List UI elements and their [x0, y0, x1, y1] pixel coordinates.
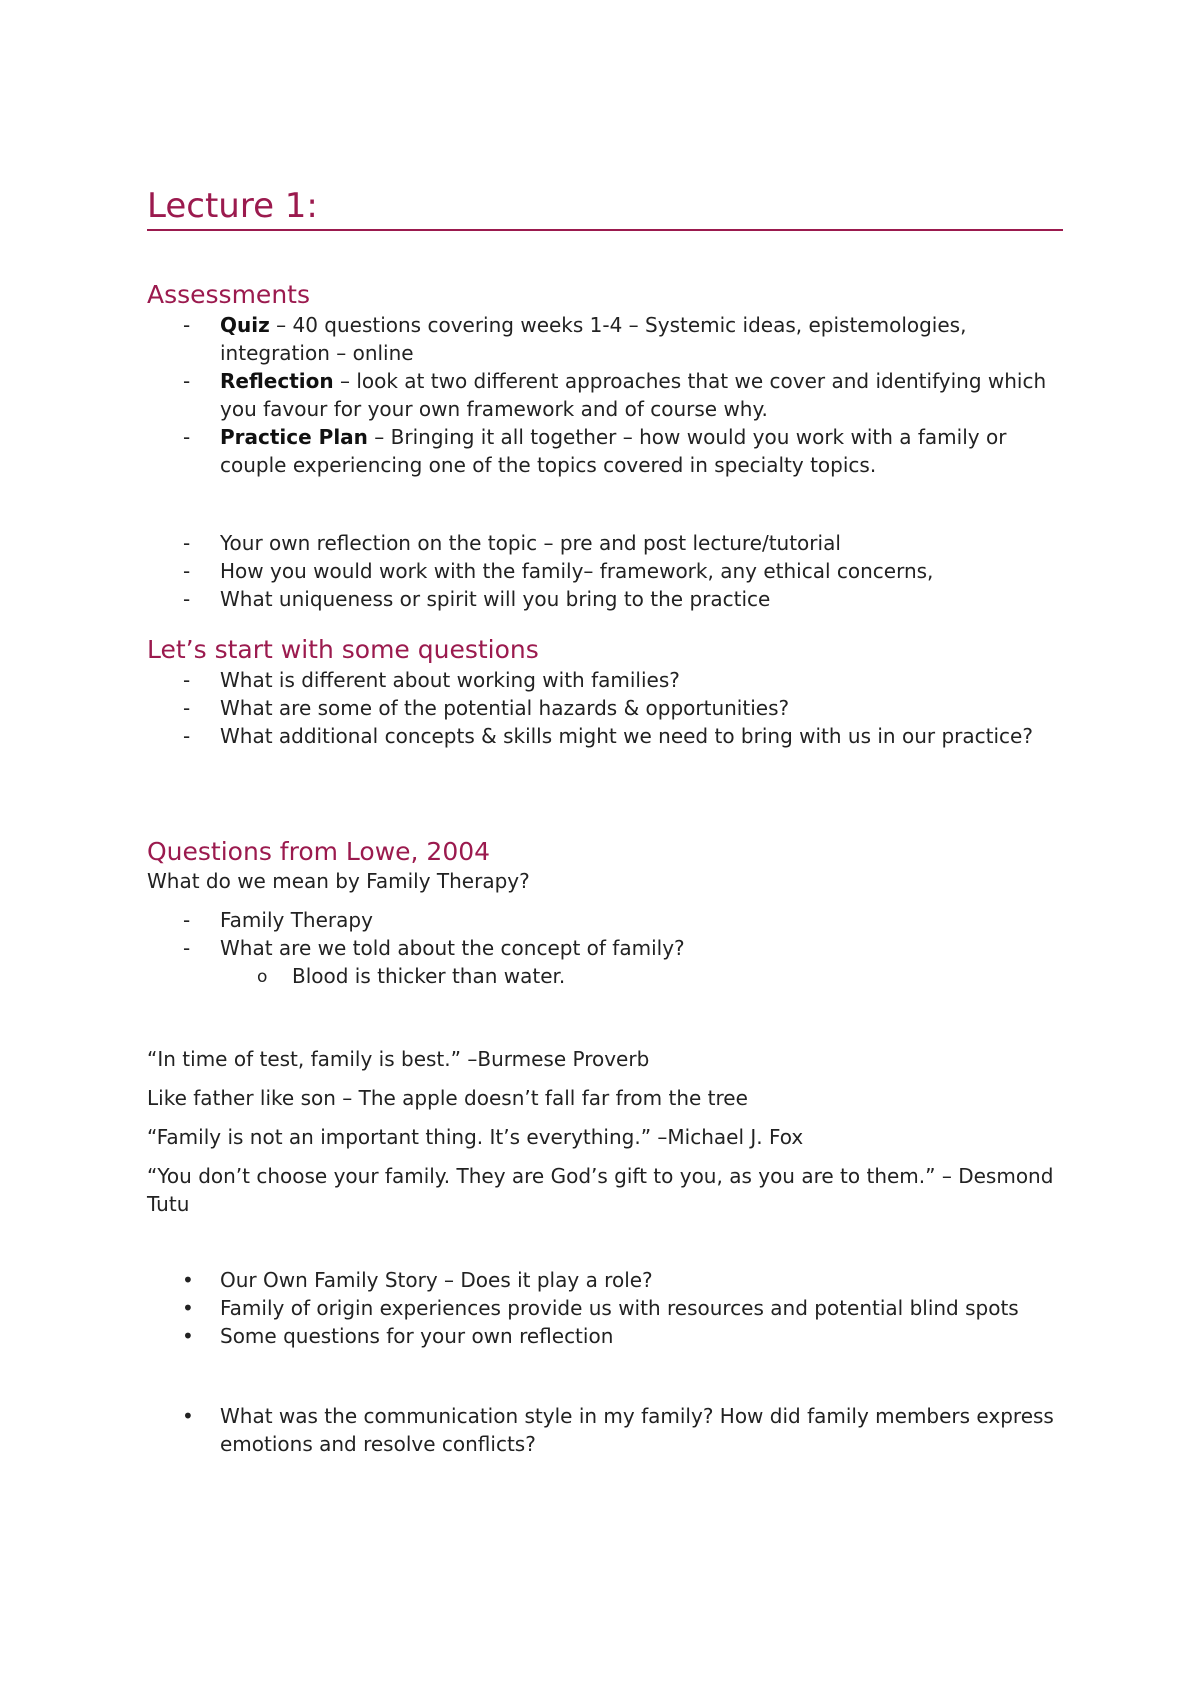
- dash-marker: -: [183, 587, 191, 611]
- quote: “In time of test, family is best.” –Burmese Proverb: [147, 1047, 650, 1071]
- lowe-intro: What do we mean by Family Therapy?: [147, 869, 530, 893]
- bullet-icon: •: [182, 1324, 194, 1348]
- page-title: Lecture 1:: [147, 186, 318, 226]
- dash-marker: -: [183, 668, 191, 692]
- list-item: [147, 694, 1063, 722]
- list-item: [147, 367, 1063, 423]
- bullet-list: [147, 1266, 1063, 1350]
- title-underline: [147, 229, 1063, 231]
- quote: “Family is not an important thing. It’s everything.” –Michael J. Fox: [147, 1125, 804, 1149]
- item-text: Family of origin experiences provide us with resources and potential blind spots: [220, 1296, 1019, 1320]
- item-text: Blood is thicker than water.: [292, 964, 566, 988]
- bullet-list-2: [147, 1402, 1063, 1458]
- questions-heading: Let’s start with some questions: [147, 635, 539, 664]
- sub-list-item: [147, 962, 1063, 990]
- dash-marker: -: [183, 908, 191, 932]
- list-item: [147, 666, 1063, 694]
- lowe-list: [147, 906, 1063, 990]
- list-item: [147, 934, 1063, 962]
- item-label: Quiz: [220, 313, 270, 337]
- item-text: – look at two different approaches that we cover and identifying which you favour for your own framework and of course why.: [220, 369, 1047, 421]
- bullet-icon: •: [182, 1296, 194, 1320]
- list-item: [147, 1294, 1063, 1322]
- item-label: Practice Plan: [220, 425, 368, 449]
- assessments-list: [147, 311, 1063, 479]
- dash-marker: -: [183, 313, 191, 337]
- lowe-heading: Questions from Lowe, 2004: [147, 837, 491, 866]
- practice-plan-list: [147, 529, 1063, 613]
- questions-list: [147, 666, 1063, 750]
- dash-marker: -: [183, 559, 191, 583]
- item-text: – Bringing it all together – how would you work with a family or couple experiencing one of the topics covered in specialty topics.: [220, 425, 1007, 477]
- item-text: Family Therapy: [220, 908, 373, 932]
- list-item: [147, 585, 1063, 613]
- dash-marker: -: [183, 724, 191, 748]
- circle-bullet-icon: o: [257, 967, 268, 987]
- dash-marker: -: [183, 369, 191, 393]
- dash-marker: -: [183, 531, 191, 555]
- quote: Like father like son – The apple doesn’t fall far from the tree: [147, 1086, 748, 1110]
- item-text: How you would work with the family– framework, any ethical concerns,: [220, 559, 934, 583]
- list-item: [147, 1402, 1063, 1458]
- item-text: What additional concepts & skills might we need to bring with us in our practice?: [220, 724, 1033, 748]
- assessments-heading: Assessments: [147, 280, 310, 309]
- item-text: – 40 questions covering weeks 1-4 – Systemic ideas, epistemologies, integration – online: [220, 313, 967, 365]
- list-item: [147, 1322, 1063, 1350]
- item-text: Our Own Family Story – Does it play a role?: [220, 1268, 653, 1292]
- item-text: Some questions for your own reflection: [220, 1324, 614, 1348]
- list-item: [147, 311, 1063, 367]
- dash-marker: -: [183, 696, 191, 720]
- item-text: What are some of the potential hazards & opportunities?: [220, 696, 790, 720]
- dash-marker: -: [183, 425, 191, 449]
- dash-marker: -: [183, 936, 191, 960]
- list-item: [147, 557, 1063, 585]
- list-item: [147, 722, 1063, 750]
- list-item: [147, 1266, 1063, 1294]
- item-text: What is different about working with families?: [220, 668, 680, 692]
- list-item: [147, 423, 1063, 479]
- list-item: [147, 906, 1063, 934]
- quote: “You don’t choose your family. They are God’s gift to you, as you are to them.” – Desmond Tutu: [147, 1164, 1054, 1216]
- item-text: What uniqueness or spirit will you bring to the practice: [220, 587, 771, 611]
- item-text: What was the communication style in my family? How did family members express emotions and resolve conflicts?: [220, 1404, 1054, 1456]
- bullet-icon: •: [182, 1268, 194, 1292]
- list-item: [147, 529, 1063, 557]
- item-label: Reflection: [220, 369, 334, 393]
- item-text: What are we told about the concept of family?: [220, 936, 685, 960]
- bullet-icon: •: [182, 1404, 194, 1428]
- item-text: Your own reflection on the topic – pre and post lecture/tutorial: [220, 531, 841, 555]
